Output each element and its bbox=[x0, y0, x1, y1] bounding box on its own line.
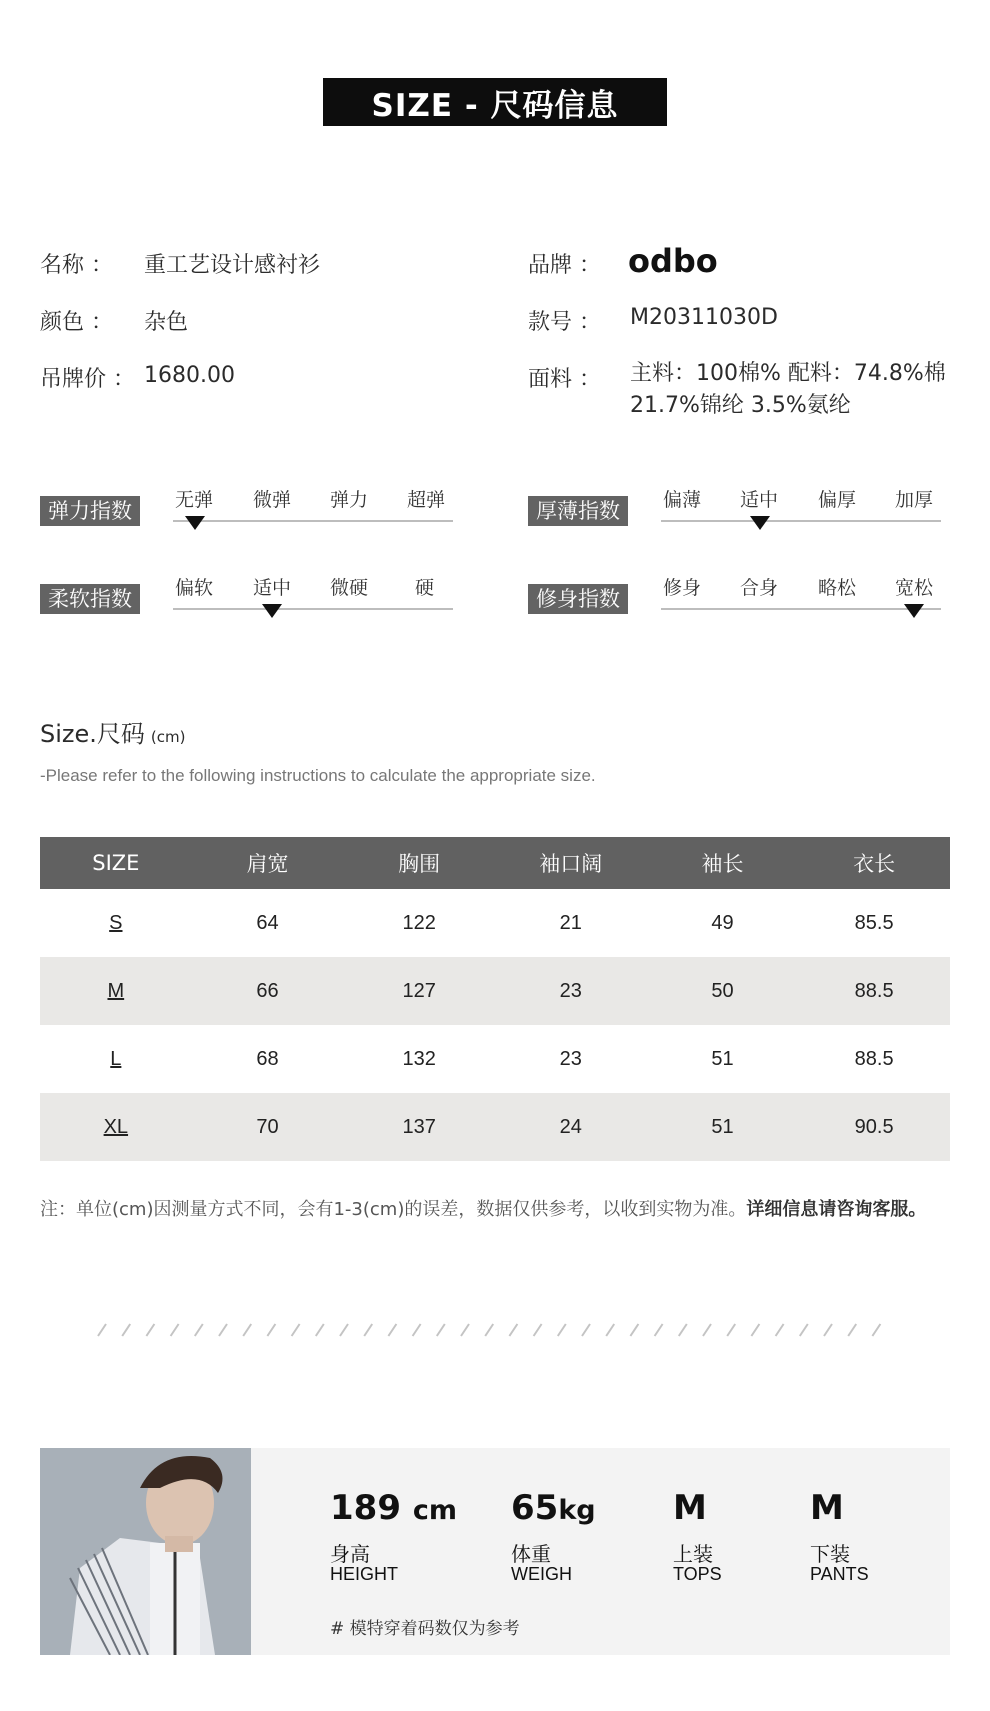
model-photo-illustration bbox=[40, 1448, 251, 1655]
table-header-row bbox=[40, 837, 950, 889]
page-banner bbox=[323, 78, 667, 126]
thickness-option: 偏厚 bbox=[818, 489, 857, 511]
slash-mark bbox=[751, 1324, 759, 1336]
table-cell: 24 bbox=[495, 1093, 647, 1161]
table-cell: 90.5 bbox=[798, 1093, 950, 1161]
elasticity-option: 无弹 bbox=[175, 489, 214, 511]
table-row bbox=[40, 957, 950, 1025]
name-value: 重工艺设计感衬衫 bbox=[144, 253, 321, 278]
fit-marker-icon bbox=[904, 604, 924, 618]
table-cell: 88.5 bbox=[798, 957, 950, 1025]
slash-mark bbox=[485, 1324, 493, 1336]
slash-mark bbox=[340, 1324, 348, 1336]
fit-option: 略松 bbox=[818, 577, 857, 599]
header-cuff: 袖口阔 bbox=[495, 837, 647, 889]
table-cell: 23 bbox=[495, 957, 647, 1025]
fit-option: 合身 bbox=[740, 577, 779, 599]
softness-option: 硬 bbox=[415, 577, 435, 599]
table-cell: 66 bbox=[192, 957, 344, 1025]
thickness-index-label: 厚薄指数 bbox=[528, 496, 628, 526]
table-cell: 23 bbox=[495, 1025, 647, 1093]
slash-mark bbox=[292, 1324, 300, 1336]
style-label: 款号 ： bbox=[528, 310, 601, 335]
header-shoulder: 肩宽 bbox=[192, 837, 344, 889]
note-text: 注：单位(cm)因测量方式不同，会有1-3(cm)的误差，数据仅供参考，以收到实物为准。 bbox=[40, 1199, 747, 1220]
price-label: 吊牌价 ： bbox=[40, 367, 135, 392]
size-unit: (cm) bbox=[150, 728, 186, 746]
slash-mark bbox=[122, 1324, 130, 1336]
thickness-option: 适中 bbox=[740, 489, 779, 511]
elasticity-option: 弹力 bbox=[330, 489, 369, 511]
fit-scale-line bbox=[661, 608, 941, 610]
table-cell: 85.5 bbox=[798, 889, 950, 957]
size-cell: S bbox=[40, 889, 192, 957]
tops-label-en: TOPS bbox=[673, 1564, 722, 1584]
table-row bbox=[40, 1025, 950, 1093]
slash-mark bbox=[655, 1324, 663, 1336]
slash-mark bbox=[630, 1324, 638, 1336]
slash-mark bbox=[558, 1324, 566, 1336]
size-table bbox=[40, 837, 950, 1161]
slash-mark bbox=[776, 1324, 784, 1336]
thickness-option: 偏薄 bbox=[663, 489, 702, 511]
measurement-note bbox=[40, 1195, 926, 1221]
slash-divider bbox=[96, 1320, 896, 1340]
height-label-en: HEIGHT bbox=[330, 1564, 399, 1584]
color-value: 杂色 bbox=[144, 310, 189, 335]
brand-label: 品牌 ： bbox=[528, 253, 601, 278]
slash-mark bbox=[727, 1324, 735, 1336]
elasticity-option: 超弹 bbox=[407, 489, 446, 511]
fit-option: 修身 bbox=[663, 577, 702, 599]
model-photo bbox=[40, 1448, 251, 1655]
slash-mark bbox=[219, 1324, 227, 1336]
slash-mark bbox=[606, 1324, 614, 1336]
slash-mark bbox=[703, 1324, 711, 1336]
brand-logo: odbo bbox=[628, 242, 718, 280]
table-cell: 122 bbox=[343, 889, 495, 957]
slash-mark bbox=[267, 1324, 275, 1336]
softness-option: 微硬 bbox=[330, 577, 369, 599]
slash-mark bbox=[437, 1324, 445, 1336]
banner-title: SIZE - 尺码信息 bbox=[371, 87, 619, 124]
slash-mark bbox=[316, 1324, 324, 1336]
model-weight-value bbox=[511, 1488, 596, 1528]
table-cell: 127 bbox=[343, 957, 495, 1025]
slash-mark bbox=[800, 1324, 808, 1336]
slash-mark bbox=[534, 1324, 542, 1336]
thickness-option: 加厚 bbox=[895, 489, 934, 511]
table-cell: 49 bbox=[647, 889, 799, 957]
softness-index-label: 柔软指数 bbox=[40, 584, 140, 614]
table-cell: 64 bbox=[192, 889, 344, 957]
slash-mark bbox=[509, 1324, 517, 1336]
slash-mark bbox=[413, 1324, 421, 1336]
height-unit: cm bbox=[412, 1495, 457, 1526]
size-cell: XL bbox=[40, 1093, 192, 1161]
slash-mark bbox=[146, 1324, 154, 1336]
weight-label-cn: 体重 bbox=[511, 1542, 551, 1566]
table-cell: 132 bbox=[343, 1025, 495, 1093]
tops-label-cn: 上装 bbox=[673, 1542, 713, 1566]
model-note: # 模特穿着码数仅为参考 bbox=[330, 1619, 520, 1639]
weight-unit: kg bbox=[558, 1495, 596, 1526]
size-instructions: -Please refer to the following instructions to calculate the appropriate size. bbox=[40, 766, 596, 785]
header-sleeve: 袖长 bbox=[647, 837, 799, 889]
slash-mark bbox=[848, 1324, 856, 1336]
pants-label-en: PANTS bbox=[810, 1564, 869, 1584]
softness-option: 适中 bbox=[253, 577, 292, 599]
header-chest: 胸围 bbox=[343, 837, 495, 889]
size-cell: L bbox=[40, 1025, 192, 1093]
size-title-text: Size.尺码 bbox=[40, 720, 145, 748]
style-value: M20311030D bbox=[630, 305, 778, 330]
table-cell: 137 bbox=[343, 1093, 495, 1161]
note-bold: 详细信息请咨询客服。 bbox=[746, 1199, 927, 1220]
slash-mark bbox=[171, 1324, 179, 1336]
table-cell: 88.5 bbox=[798, 1025, 950, 1093]
softness-marker-icon bbox=[262, 604, 282, 618]
fit-option: 宽松 bbox=[895, 577, 934, 599]
fabric-label: 面料 ： bbox=[528, 367, 601, 392]
price-value: 1680.00 bbox=[144, 363, 235, 388]
slash-mark bbox=[364, 1324, 372, 1336]
slash-mark bbox=[461, 1324, 469, 1336]
size-section-title bbox=[40, 714, 185, 749]
fabric-value: 主料：100棉% 配料：74.8%棉 21.7%锦纶 3.5%氨纶 bbox=[630, 361, 946, 418]
table-cell: 50 bbox=[647, 957, 799, 1025]
thickness-marker-icon bbox=[750, 516, 770, 530]
elasticity-index-label: 弹力指数 bbox=[40, 496, 140, 526]
table-cell: 70 bbox=[192, 1093, 344, 1161]
slash-mark bbox=[872, 1324, 880, 1336]
table-row bbox=[40, 1093, 950, 1161]
table-cell: 21 bbox=[495, 889, 647, 957]
model-height-value bbox=[330, 1488, 457, 1528]
thickness-scale-line bbox=[661, 520, 941, 522]
table-cell: 51 bbox=[647, 1025, 799, 1093]
header-length: 衣长 bbox=[798, 837, 950, 889]
slash-mark bbox=[98, 1324, 106, 1336]
softness-scale-line bbox=[173, 608, 453, 610]
slash-mark bbox=[243, 1324, 251, 1336]
color-label: 颜色 ： bbox=[40, 310, 113, 335]
weight-label-en: WEIGH bbox=[511, 1564, 572, 1584]
height-number: 189 bbox=[330, 1488, 401, 1528]
slash-mark bbox=[195, 1324, 203, 1336]
elasticity-scale-line bbox=[173, 520, 453, 522]
slash-mark bbox=[679, 1324, 687, 1336]
model-tops-size: M bbox=[673, 1488, 707, 1528]
table-cell: 51 bbox=[647, 1093, 799, 1161]
slash-mark bbox=[582, 1324, 590, 1336]
fit-index-label: 修身指数 bbox=[528, 584, 628, 614]
elasticity-option: 微弹 bbox=[253, 489, 292, 511]
table-row bbox=[40, 889, 950, 957]
slash-mark bbox=[824, 1324, 832, 1336]
height-label-cn: 身高 bbox=[330, 1542, 370, 1566]
table-cell: 68 bbox=[192, 1025, 344, 1093]
name-label: 名称 ： bbox=[40, 253, 113, 278]
header-size: SIZE bbox=[40, 837, 192, 889]
slash-mark bbox=[388, 1324, 396, 1336]
size-cell: M bbox=[40, 957, 192, 1025]
softness-option: 偏软 bbox=[175, 577, 214, 599]
weight-number: 65 bbox=[511, 1488, 559, 1528]
pants-label-cn: 下装 bbox=[810, 1542, 850, 1566]
elasticity-marker-icon bbox=[185, 516, 205, 530]
model-pants-size: M bbox=[810, 1488, 844, 1528]
